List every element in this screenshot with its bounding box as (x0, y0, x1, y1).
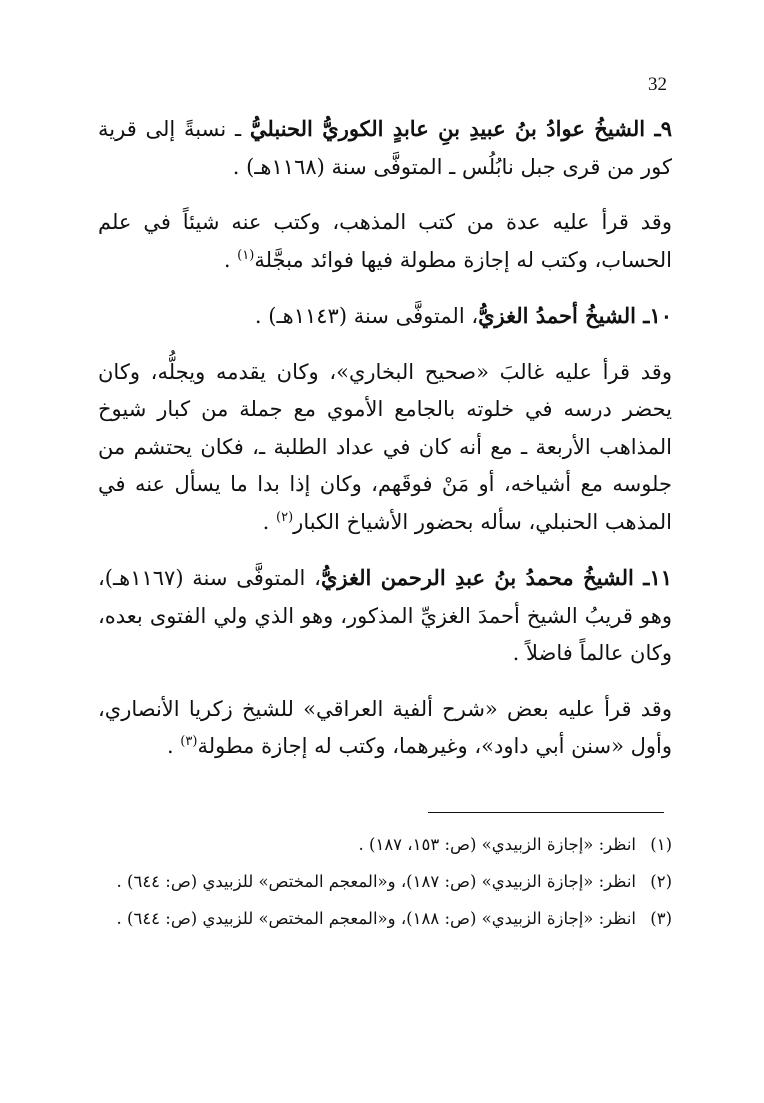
paragraph-entry-10-details (98, 354, 672, 542)
footnote-item (98, 830, 672, 859)
footnote-item (98, 904, 672, 933)
footnote-reference[interactable]: (١) (237, 247, 255, 263)
paragraph-text: وقد قرأ عليه غالبَ «صحيح البخاري»، وكان يقدمه ويجلُّه، وكان يحضر درسه في خلوته بالجامع الأموي مع جملة من كبار شيوخ المذاهب الأربعة ـ مع أنه كان في عداد الطلبة ـ، فكان يحتشم من جلوسه مع أشياخه، أو مَنْ فوقَهم، وكان إذا بدا ما يسأل عنه في المذهب الحنبلي، سأله بحضور الأشياخ الكبار (98, 359, 672, 534)
entry-heading: ١١ـ الشيخُ محمدُ بنُ عبدِ الرحمن الغزيُّ (320, 565, 672, 590)
paragraph-tail: . (166, 734, 181, 758)
footnote-text: انظر: «إجازة الزبيدي» (ص: ١٨٨)، و«المعجم المختص» للزبيدي (ص: ٦٤٤) . (116, 909, 636, 928)
paragraph-entry-9-details (98, 204, 672, 279)
paragraph-tail: . (262, 509, 277, 534)
footnote-reference[interactable]: (٢) (276, 509, 294, 525)
paragraph-text: وقد قرأ عليه عدة من كتب المذهب، وكتب عنه شيئاً في علم الحساب، وكتب له إجازة مطولة فيها فوائد مبجَّلة (98, 210, 672, 272)
paragraph-entry-11 (98, 559, 672, 673)
paragraph-tail: . (223, 247, 238, 272)
entry-heading: ٩ـ الشيخُ عوادُ بنُ عبيدِ بنِ عابدٍ الكوريُّ الحنبليُّ (249, 116, 672, 141)
paragraph-entry-11-details (98, 691, 672, 766)
footnotes-section (98, 830, 672, 941)
paragraph-text: ـ نسبةً إلى قرية كور من قرى جبل نابُلُس ـ المتوفَّى سنة (١١٦٨هـ) . (98, 117, 672, 179)
main-text (98, 110, 672, 784)
footnote-divider (428, 812, 664, 813)
paragraph-text: وقد قرأ عليه بعض «شرح ألفية العراقي» للشيخ زكريا الأنصاري، وأول «سنن أبي داود»، وغيرهما، وكتب له إجازة مطولة (98, 696, 672, 758)
entry-heading: ١٠ـ الشيخُ أحمدُ الغزيُّ (478, 303, 672, 328)
footnote-number: (٢) (650, 872, 672, 891)
paragraph-entry-10 (98, 297, 672, 336)
footnote-number: (٣) (650, 909, 672, 928)
footnote-text: انظر: «إجازة الزبيدي» (ص: ١٨٧)، و«المعجم المختص» للزبيدي (ص: ٦٤٤) . (116, 872, 636, 891)
footnote-item (98, 867, 672, 896)
paragraph-text: ، المتوفَّى سنة (١١٦٧هـ)، وهو قريبُ الشيخ أحمدَ الغزيِّ المذكور، وهو الذي ولي الفتوى بعده، وكان عالماً فاضلاً . (98, 566, 672, 665)
footnote-reference[interactable]: (٣) (180, 734, 198, 749)
footnote-number: (١) (650, 835, 672, 854)
footnote-text: انظر: «إجازة الزبيدي» (ص: ١٥٣، ١٨٧) . (358, 835, 636, 854)
paragraph-entry-9 (98, 110, 672, 186)
paragraph-text: ، المتوفَّى سنة (١١٤٣هـ) . (254, 304, 479, 328)
page-number: 32 (648, 74, 667, 95)
